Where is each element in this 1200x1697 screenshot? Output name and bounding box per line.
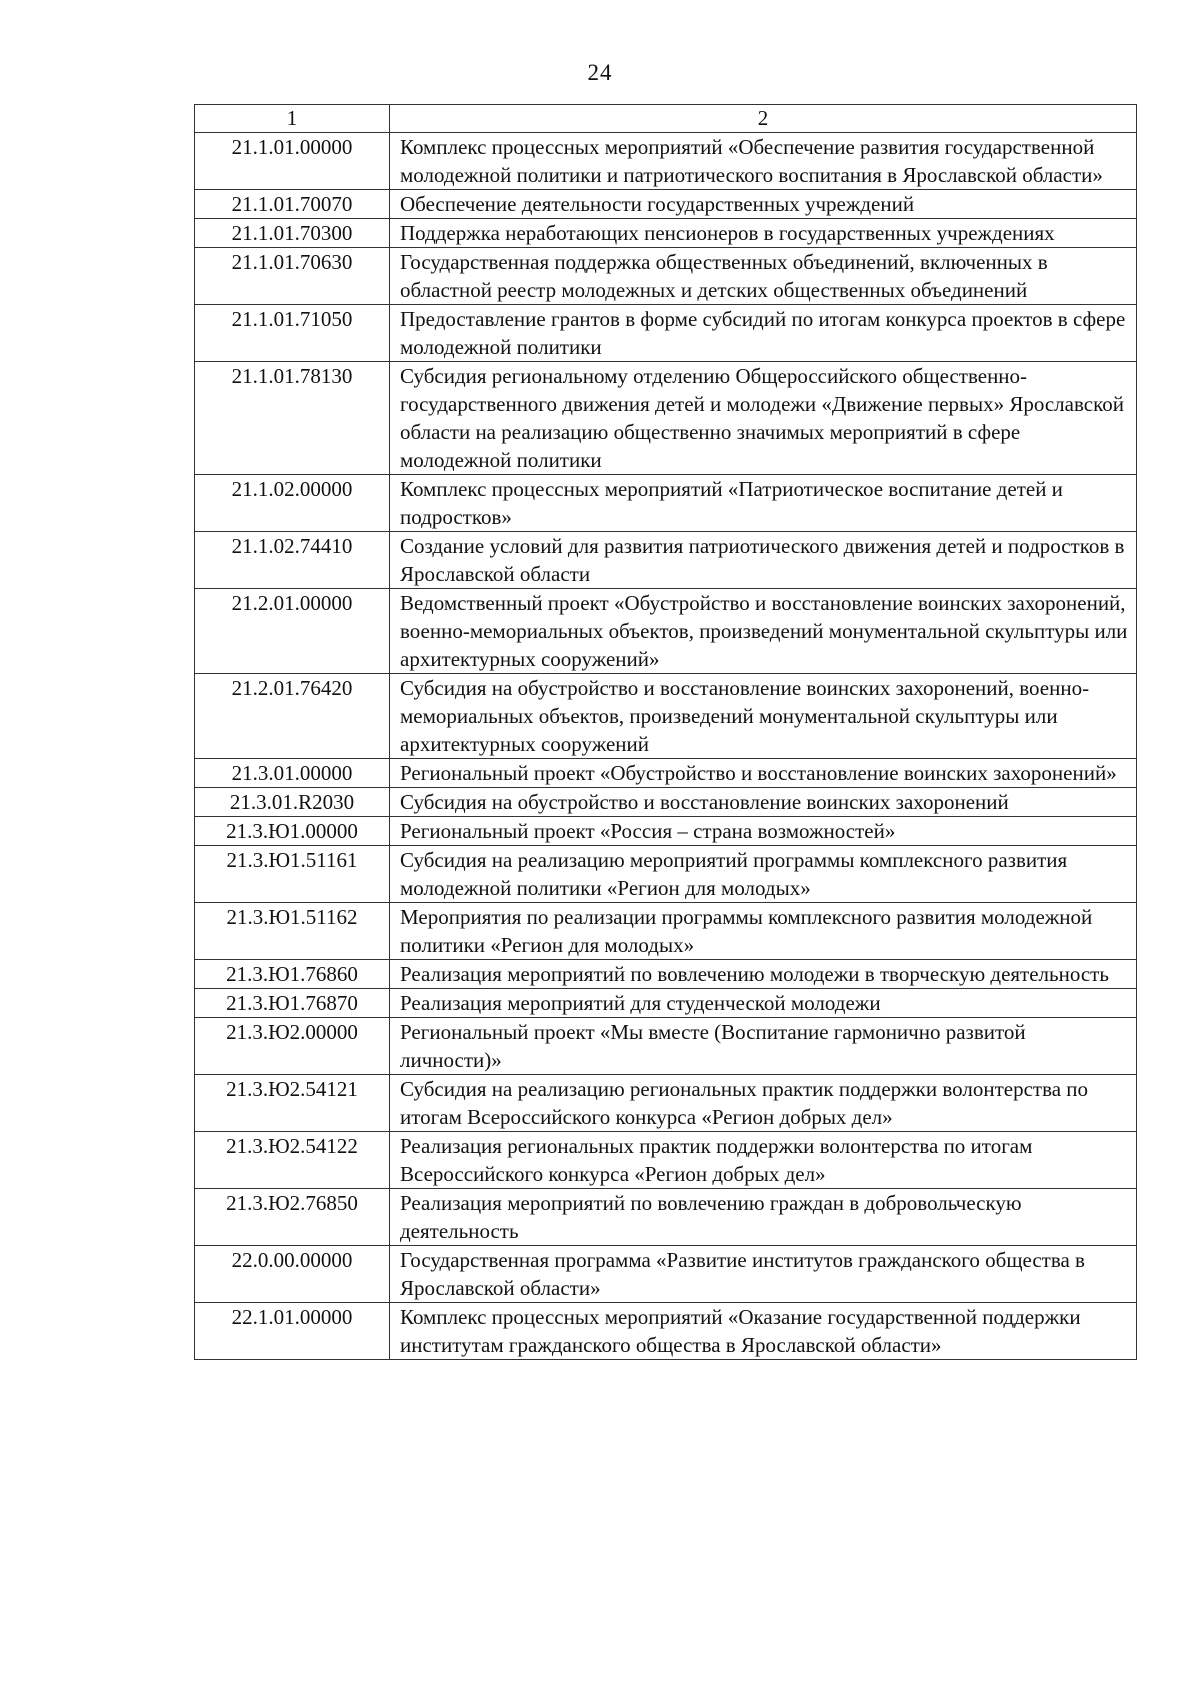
row-description: Региональный проект «Мы вместе (Воспитание гармонично развитой личности)» (390, 1018, 1137, 1075)
column-header-code: 1 (195, 105, 390, 133)
row-description: Комплекс процессных мероприятий «Обеспечение развития государственной молодежной политики и патриотического воспитания в Ярославской области» (390, 133, 1137, 190)
table-row (195, 759, 1137, 788)
table-row (195, 903, 1137, 960)
row-description: Субсидия на реализацию мероприятий программы комплексного развития молодежной политики «Регион для молодых» (390, 846, 1137, 903)
row-description: Поддержка неработающих пенсионеров в государственных учреждениях (390, 219, 1137, 248)
row-description: Государственная программа «Развитие институтов гражданского общества в Ярославской области» (390, 1246, 1137, 1303)
table-row (195, 1303, 1137, 1360)
row-code: 21.3.01.00000 (195, 759, 390, 788)
table-row (195, 989, 1137, 1018)
table-row (195, 305, 1137, 362)
table-row (195, 362, 1137, 475)
row-description: Предоставление грантов в форме субсидий по итогам конкурса проектов в сфере молодежной политики (390, 305, 1137, 362)
table-row (195, 674, 1137, 759)
table-row (195, 846, 1137, 903)
row-description: Создание условий для развития патриотического движения детей и подростков в Ярославской области (390, 532, 1137, 589)
table-row (195, 1189, 1137, 1246)
table-header-row (195, 105, 1137, 133)
row-code: 21.3.01.R2030 (195, 788, 390, 817)
row-code: 21.3.Ю1.51162 (195, 903, 390, 960)
table-row (195, 219, 1137, 248)
row-description: Комплекс процессных мероприятий «Оказание государственной поддержки институтам гражданского общества в Ярославской области» (390, 1303, 1137, 1360)
row-code: 21.1.01.70300 (195, 219, 390, 248)
row-code: 22.0.00.00000 (195, 1246, 390, 1303)
row-description: Ведомственный проект «Обустройство и восстановление воинских захоронений, военно-мемориальных объектов, произведений монументальной скульптуры или архитектурных сооружений» (390, 589, 1137, 674)
row-code: 21.1.01.00000 (195, 133, 390, 190)
row-code: 21.3.Ю2.54122 (195, 1132, 390, 1189)
table-row (195, 589, 1137, 674)
row-code: 21.2.01.76420 (195, 674, 390, 759)
row-code: 21.1.02.00000 (195, 475, 390, 532)
row-code: 21.1.01.71050 (195, 305, 390, 362)
row-code: 21.1.01.70630 (195, 248, 390, 305)
row-code: 21.2.01.00000 (195, 589, 390, 674)
row-description: Реализация мероприятий по вовлечению молодежи в творческую деятельность (390, 960, 1137, 989)
row-code: 21.3.Ю2.76850 (195, 1189, 390, 1246)
row-description: Субсидия на обустройство и восстановление воинских захоронений, военно-мемориальных объектов, произведений монументальной скульптуры или архитектурных сооружений (390, 674, 1137, 759)
row-code: 21.3.Ю1.51161 (195, 846, 390, 903)
column-header-description: 2 (390, 105, 1137, 133)
row-code: 21.3.Ю1.76860 (195, 960, 390, 989)
row-code: 21.3.Ю2.00000 (195, 1018, 390, 1075)
row-code: 21.3.Ю2.54121 (195, 1075, 390, 1132)
row-description: Реализация мероприятий по вовлечению граждан в добровольческую деятельность (390, 1189, 1137, 1246)
row-description: Региональный проект «Россия – страна возможностей» (390, 817, 1137, 846)
table-row (195, 248, 1137, 305)
table-row (195, 1018, 1137, 1075)
table-row (195, 133, 1137, 190)
table-row (195, 960, 1137, 989)
row-description: Региональный проект «Обустройство и восстановление воинских захоронений» (390, 759, 1137, 788)
table-row (195, 475, 1137, 532)
row-description: Субсидия региональному отделению Общероссийского общественно-государственного движения детей и молодежи «Движение первых» Ярославской области на реализацию общественно значимых мероприятий в сфере молодежной политики (390, 362, 1137, 475)
table-row (195, 1075, 1137, 1132)
row-code: 21.3.Ю1.76870 (195, 989, 390, 1018)
table-row (195, 1132, 1137, 1189)
row-code: 21.3.Ю1.00000 (195, 817, 390, 846)
page-number: 24 (587, 60, 613, 85)
row-description: Комплекс процессных мероприятий «Патриотическое воспитание детей и подростков» (390, 475, 1137, 532)
row-description: Реализация региональных практик поддержки волонтерства по итогам Всероссийского конкурса «Регион добрых дел» (390, 1132, 1137, 1189)
row-description: Государственная поддержка общественных объединений, включенных в областной реестр молодежных и детских общественных объединений (390, 248, 1137, 305)
row-description: Обеспечение деятельности государственных учреждений (390, 190, 1137, 219)
row-code: 21.1.01.70070 (195, 190, 390, 219)
row-code: 21.1.01.78130 (195, 362, 390, 475)
table-row (195, 532, 1137, 589)
table-row (195, 190, 1137, 219)
table-row (195, 788, 1137, 817)
row-description: Субсидия на обустройство и восстановление воинских захоронений (390, 788, 1137, 817)
budget-code-table (194, 104, 1137, 1360)
table-row (195, 817, 1137, 846)
row-code: 22.1.01.00000 (195, 1303, 390, 1360)
table-row (195, 1246, 1137, 1303)
row-description: Реализация мероприятий для студенческой молодежи (390, 989, 1137, 1018)
row-code: 21.1.02.74410 (195, 532, 390, 589)
row-description: Субсидия на реализацию региональных практик поддержки волонтерства по итогам Всероссийского конкурса «Регион добрых дел» (390, 1075, 1137, 1132)
row-description: Мероприятия по реализации программы комплексного развития молодежной политики «Регион для молодых» (390, 903, 1137, 960)
